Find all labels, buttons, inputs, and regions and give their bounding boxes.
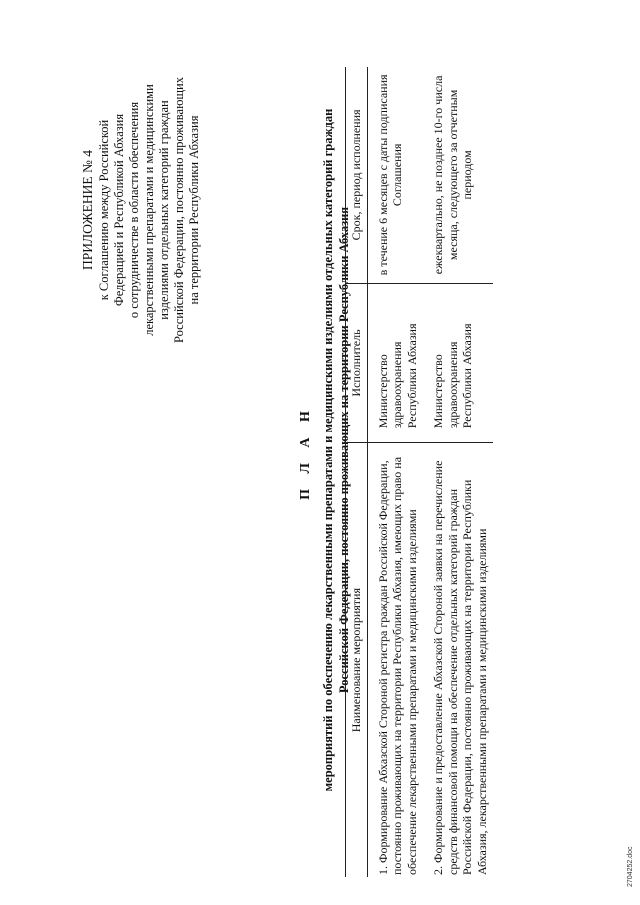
appendix-line: Федерацией и Республикой Абхазия: [112, 113, 126, 307]
header-executor: Исполнитель: [346, 283, 368, 442]
appendix-heading: ПРИЛОЖЕНИЕ № 4: [80, 149, 95, 271]
table-row: [423, 67, 493, 877]
appendix-block: [80, 35, 202, 385]
document-file-id: 2704252.doc: [627, 846, 634, 887]
row-activity: 1. Формирование Абхазской Стороной регистра граждан Российской Федерации, постоянно проживающих на территории Республики Абхазия, имеющих право на обеспечение лекарственными препаратами и медицинскими изделиями: [375, 456, 419, 875]
table-row: [367, 67, 423, 877]
appendix-line: лекарственными препаратами и медицинскими: [142, 84, 156, 336]
row-term: в течение 6 месяцев с даты подписания Соглашения: [367, 67, 423, 283]
plan-title: П Л А Н: [298, 405, 313, 500]
appendix-line: о сотрудничестве в области обеспечения: [127, 101, 141, 319]
header-activity: Наименование мероприятия: [346, 443, 368, 877]
table-header-row: [346, 67, 368, 877]
header-term: Срок, период исполнения: [346, 67, 368, 283]
row-term: ежеквартально, не позднее 10-го числа месяца, следующего за отчетным периодом: [423, 67, 493, 283]
row-activity: 2. Формирование и предоставление Абхазской Стороной заявки на перечисление средств финансовой помощи на обеспечение отдельных категорий граждан Российской Федерации, постоянно проживающих на территории Республики Абхазия, лекарственными препаратами и медицинскими изделиями: [431, 460, 489, 875]
appendix-line: Российской Федерации, постоянно проживающих: [172, 77, 186, 344]
plan-table: [345, 67, 493, 877]
row-executor: Министерство здравоохранения Республики Абхазия: [367, 283, 423, 442]
plan-subtitle: мероприятий по обеспечению лекарственными препаратами и медицинскими изделиями отдельных категорий граждан Российской Федерации, постоянно проживающих на территории Республики Абхазия: [321, 108, 351, 792]
appendix-line: изделиями отдельных категорий граждан: [157, 100, 171, 320]
appendix-line: к Соглашению между Российской: [97, 119, 111, 301]
appendix-line: на территории Республики Абхазия: [187, 115, 201, 305]
row-executor: Министерство здравоохранения Республики Абхазия: [423, 283, 493, 442]
